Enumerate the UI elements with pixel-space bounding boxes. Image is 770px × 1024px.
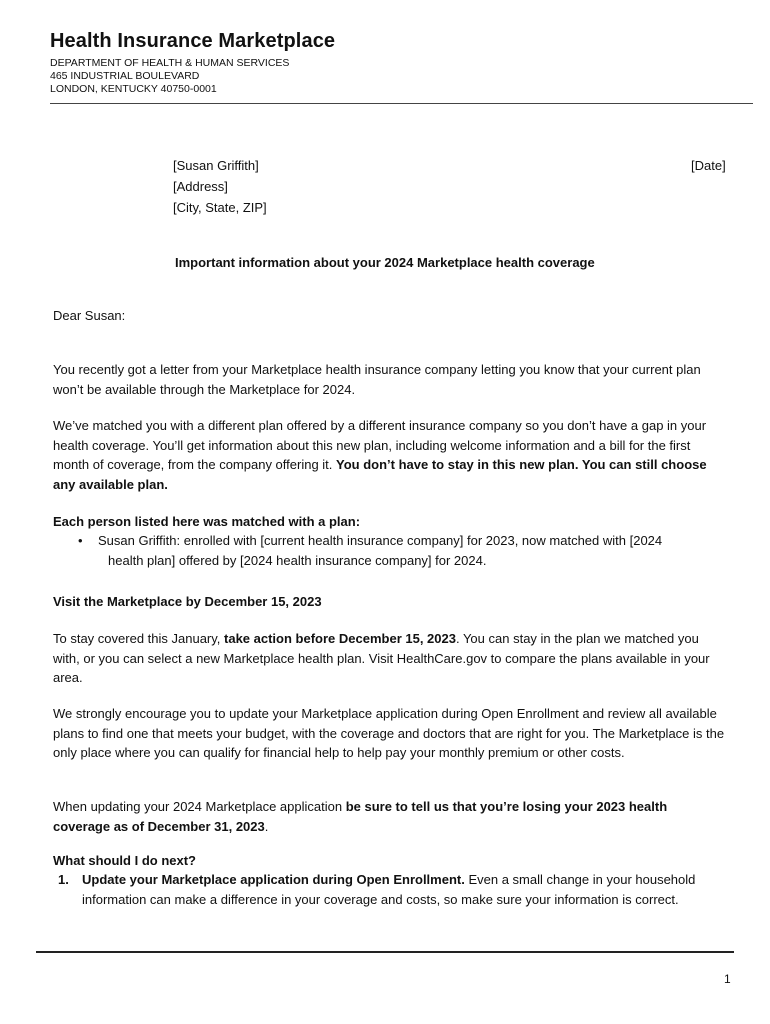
recipient-address: [Address] — [173, 179, 228, 194]
recipient-city-state-zip: [City, State, ZIP] — [173, 200, 267, 215]
paragraph-losing-coverage-pre: When updating your 2024 Marketplace application — [53, 799, 346, 814]
matched-list-item — [98, 531, 718, 570]
paragraph-losing-coverage-bold: be sure to tell us that you’re losing your 2023 health coverage as of December 31, 2023 — [53, 799, 668, 834]
city-line: LONDON, KENTUCKY 40750-0001 — [50, 83, 217, 95]
paragraph-losing-coverage-post: . — [264, 818, 269, 834]
step-update-application-bold: Update your Marketplace application during Open Enrollment. — [82, 872, 465, 887]
step-update-application-text: Even a small change in your household information can make a difference in your coverage and costs, so make sure your information is correct. — [82, 872, 696, 907]
paragraph-matched-plan — [53, 416, 725, 494]
matched-heading: Each person listed here was matched with a plan: — [53, 514, 361, 529]
paragraph-stay-covered — [53, 629, 725, 688]
paragraph-plan-unavailable: You recently got a letter from your Marketplace health insurance company letting you know that your current plan won’t be available through the Marketplace for 2024. — [53, 362, 701, 397]
salutation: Dear Susan: — [53, 308, 126, 323]
bullet-marker: • — [78, 533, 83, 548]
matched-item-line1: Susan Griffith: enrolled with [current health insurance company] for 2023, now matched with [2024 — [98, 533, 663, 548]
paragraph-matched-plan-bold: You don’t have to stay in this new plan. You can still choose any available plan. — [53, 457, 707, 492]
visit-heading: Visit the Marketplace by December 15, 2023 — [53, 594, 322, 609]
marketplace-title: Health Insurance Marketplace — [50, 30, 336, 52]
paragraph-losing-coverage — [53, 797, 725, 836]
footer-divider — [36, 951, 734, 953]
paragraph-encourage-update: We strongly encourage you to update your Marketplace application during Open Enrollment and review all available plans to find one that meets your budget, with the coverage and doctors that are right for you. The Marketplace is the only place where you can qualify for financial help to help pay your monthly premium or other costs. — [53, 706, 725, 760]
step-number: 1. — [58, 872, 69, 887]
paragraph-stay-covered-pre: To stay covered this January, — [53, 631, 225, 646]
next-steps-heading: What should I do next? — [53, 853, 196, 868]
paragraph-stay-covered-post: . You can stay in the plan we matched you with, or you can select a new Marketplace health plan. Visit HealthCare.gov to compare the plans available in your area. — [53, 631, 710, 685]
recipient-name: [Susan Griffith] — [173, 158, 259, 173]
paragraph-matched-plan-text: We’ve matched you with a different plan offered by a different insurance company so you don’t have a gap in your health coverage. You’ll get information about this new plan, including welcome information and a bill for the first month of coverage, from the company offering it. — [53, 418, 707, 472]
letter-subject: Important information about your 2024 Marketplace health coverage — [175, 255, 595, 270]
page-number: 1 — [724, 972, 731, 986]
step-update-application — [82, 870, 732, 909]
street-line: 465 INDUSTRIAL BOULEVARD — [50, 70, 200, 82]
letter-date: [Date] — [691, 158, 726, 173]
department-line: DEPARTMENT OF HEALTH & HUMAN SERVICES — [50, 57, 290, 69]
matched-item-line2: health plan] offered by [2024 health insurance company] for 2024. — [108, 552, 487, 568]
header-divider — [50, 103, 753, 104]
paragraph-stay-covered-deadline: take action before December 15, 2023 — [224, 631, 456, 646]
